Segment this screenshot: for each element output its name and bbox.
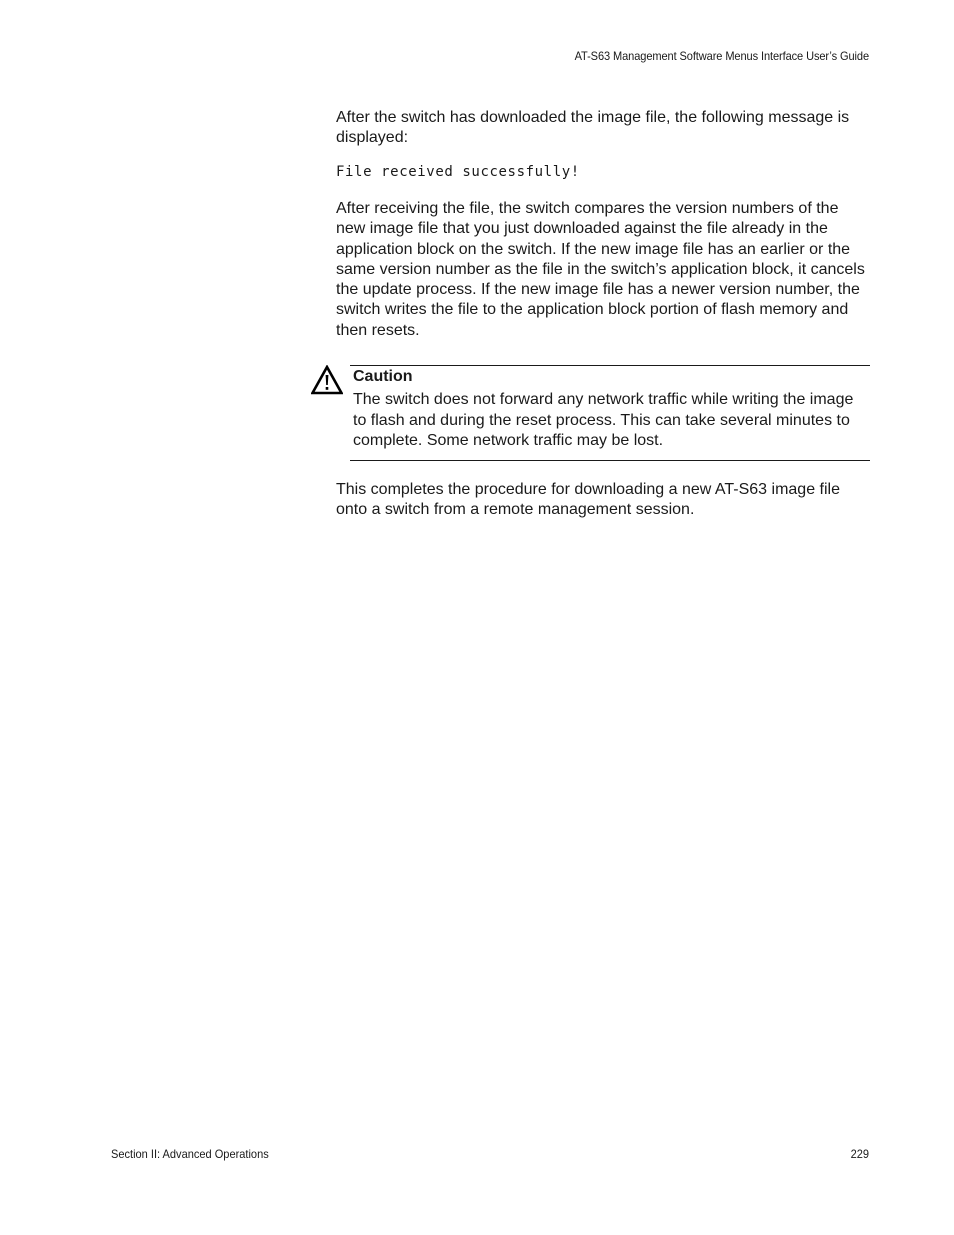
caution-top-rule xyxy=(350,365,870,366)
footer-section: Section II: Advanced Operations xyxy=(111,1147,269,1161)
paragraph-procedure-complete: This completes the procedure for downloading a new AT-S63 image file onto a switch from a remote management session. xyxy=(336,481,840,519)
running-header: AT-S63 Management Software Menus Interface User’s Guide xyxy=(574,49,869,63)
paragraph-version-compare: After receiving the file, the switch compares the version numbers of the new image file that you just downloaded against the file already in the application block on the switch. If the new image file has an earlier or the same version number as the file in the switch’s application block, it cancels the update process. If the new image file has a newer version number, the switch writes the file to the application block portion of flash memory and then resets. xyxy=(336,200,865,339)
caution-title: Caution xyxy=(353,368,413,385)
caution-body: The switch does not forward any network traffic while writing the image to flash and during the reset process. This can take several minutes to complete. Some network traffic may be lost. xyxy=(353,391,854,449)
paragraph-download-message: After the switch has downloaded the image file, the following message is displayed: xyxy=(336,109,850,147)
warning-triangle-icon xyxy=(311,365,343,395)
caution-bottom-rule xyxy=(350,460,870,461)
page-number: 229 xyxy=(850,1147,869,1161)
code-sample: File received successfully! xyxy=(336,164,580,180)
